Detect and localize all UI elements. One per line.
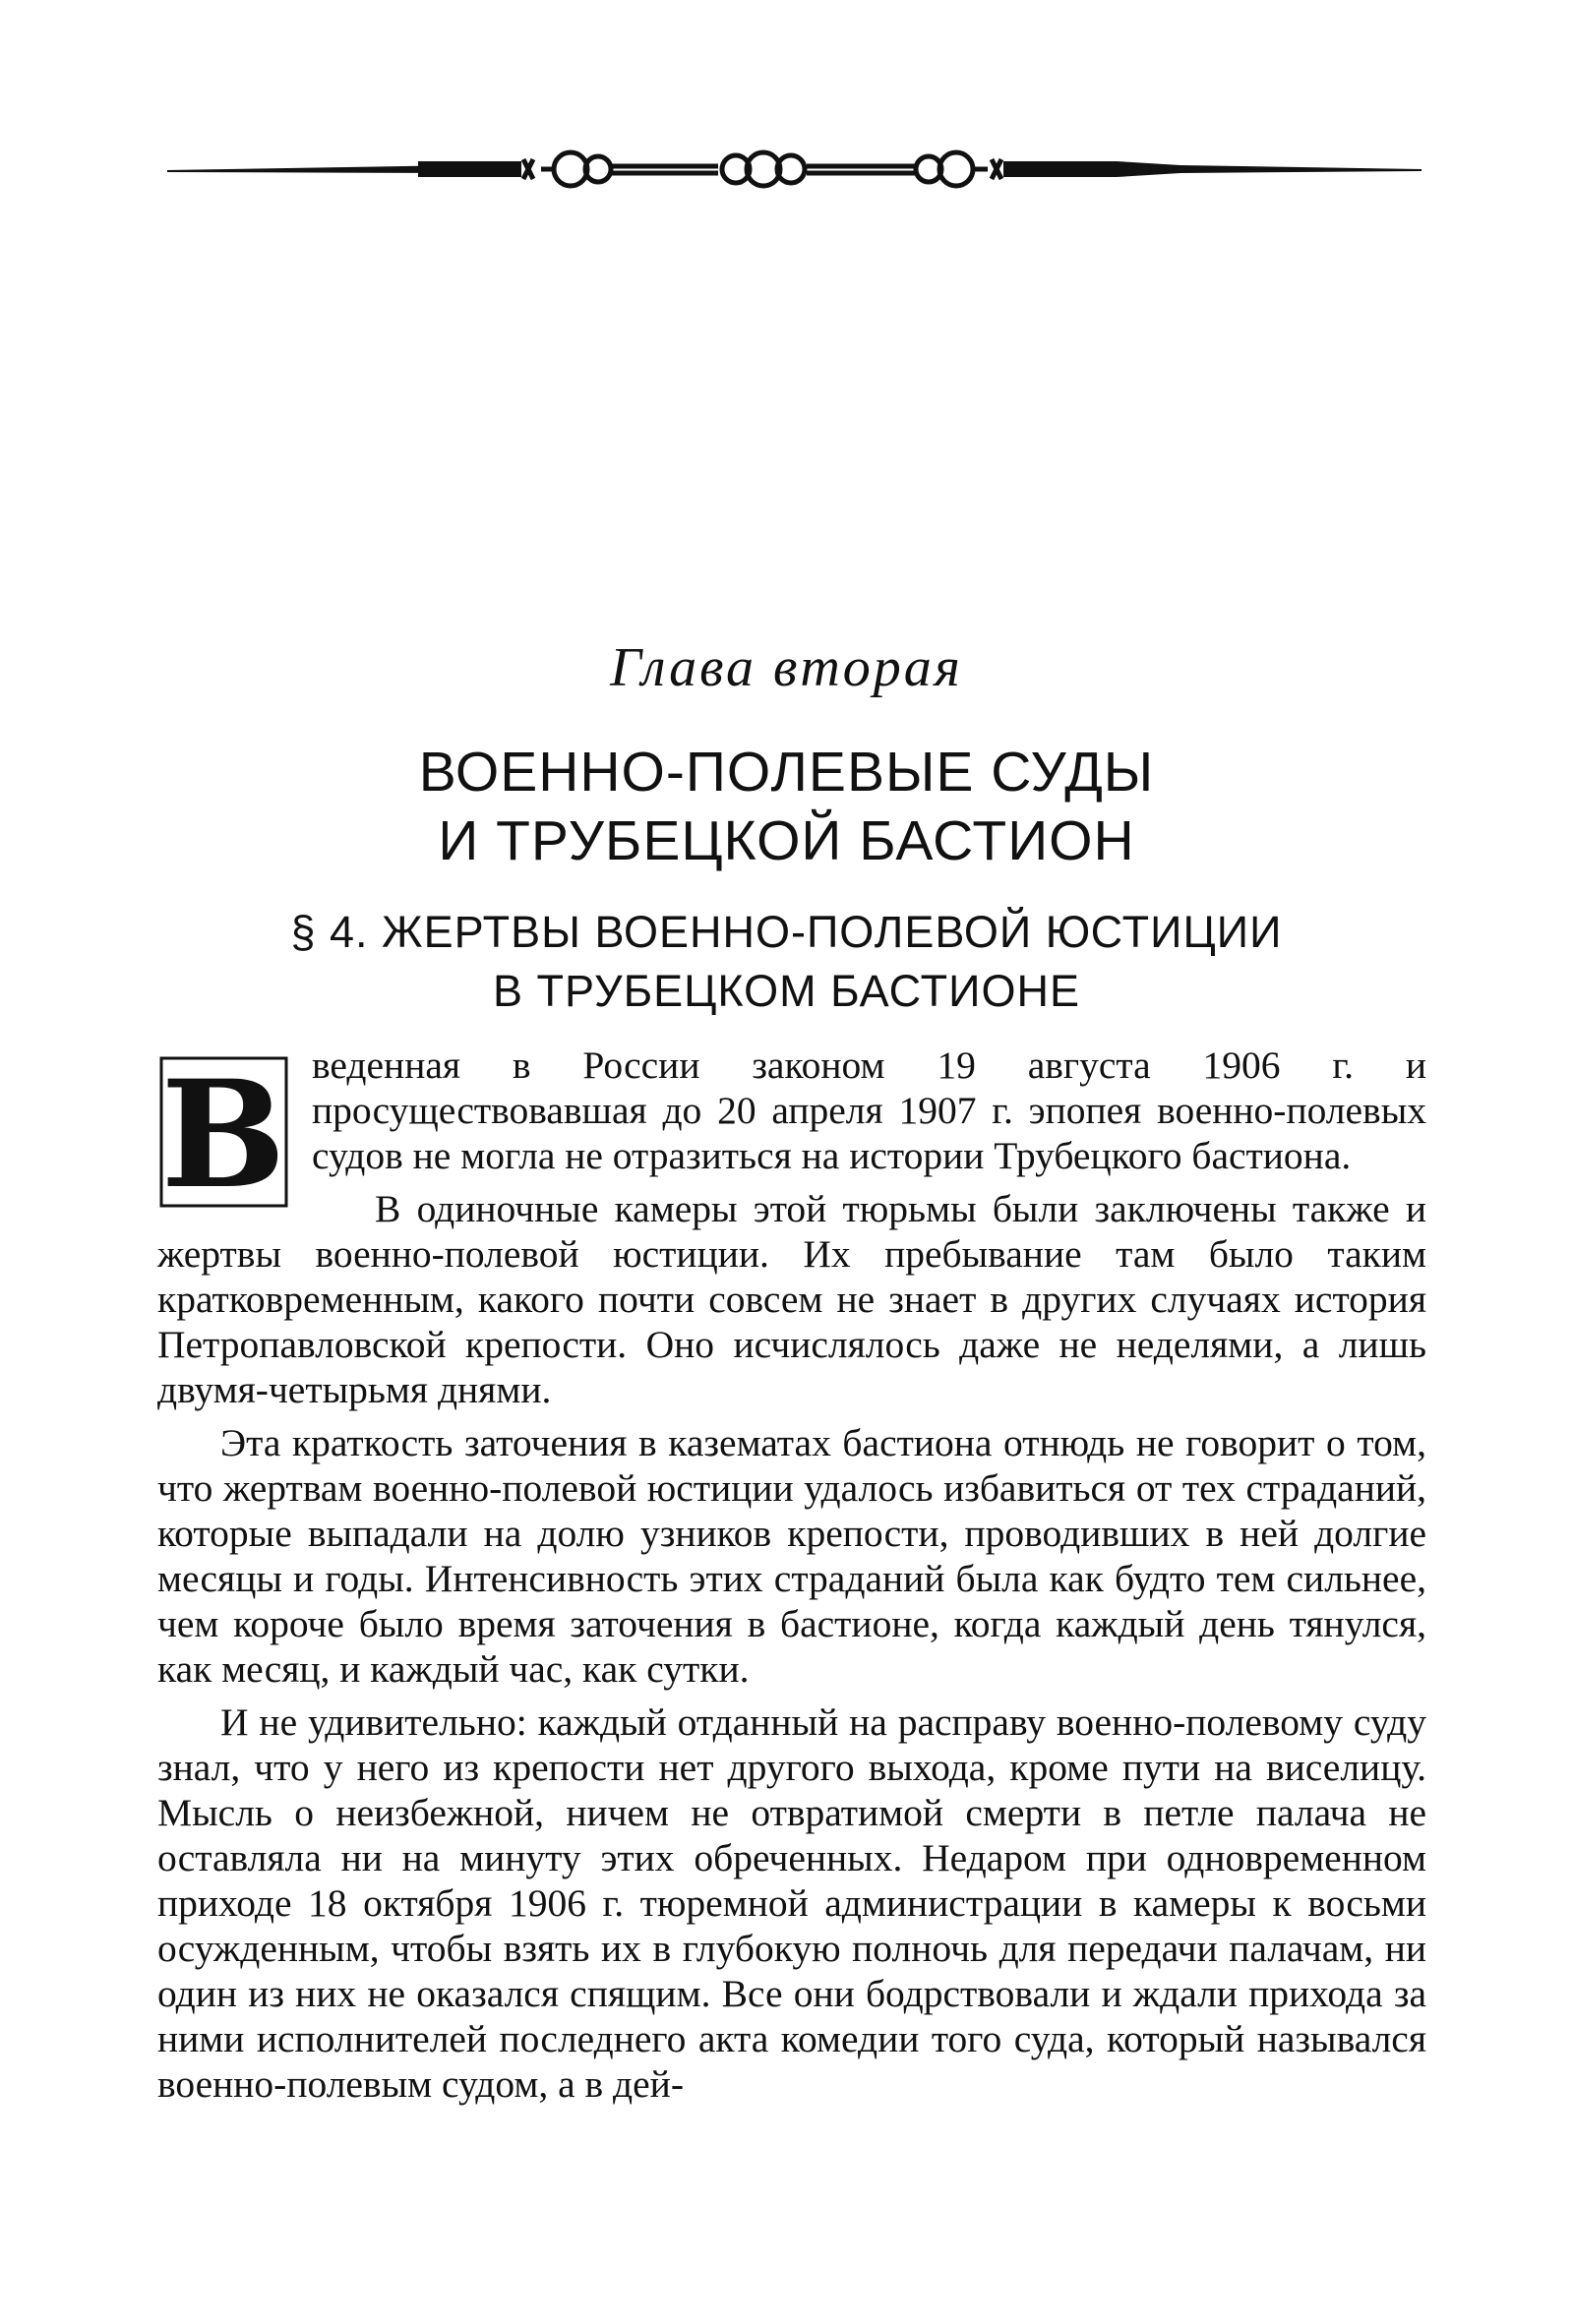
chapter-title-line-2: И ТРУБЕЦКОЙ БАСТИОН <box>438 809 1135 872</box>
header-ornament-icon <box>167 138 1422 201</box>
dropcap-letter: В <box>160 1054 286 1210</box>
chapter-title <box>0 738 1573 875</box>
paragraph-2: В одиночные камеры этой тюрьмы были заключены также и жертвы военно-полевой юстиции. Их пребывание там было таким кратковременным, какого почти совсем не знает в других случаях история Петропавловской крепости. Оно исчислялось даже не неделями, а лишь двумя-четырьмя днями. <box>157 1187 1426 1411</box>
paragraph-1-text: веденная в России законом 19 августа 1906 г. и просуществовавшая до 20 апреля 1907 г. эпопея военно-полевых судов не могла не отразиться на истории Трубецкого бастиона. <box>312 1043 1426 1177</box>
dropcap-letter-icon <box>157 1054 290 1210</box>
section-title-line-1: § 4. ЖЕРТВЫ ВОЕННО-ПОЛЕВОЙ ЮСТИЦИИ <box>290 907 1283 957</box>
section-title <box>0 903 1573 1021</box>
paragraph-1 <box>157 1043 1426 1210</box>
chapter-label: Глава вторая <box>610 637 963 698</box>
section-title-line-2: В ТРУБЕЦКОМ БАСТИОНЕ <box>492 966 1081 1016</box>
paragraph-3: Эта краткость заточения в казематах бастиона отнюдь не говорит о том, что жертвам военно-полевой юстиции удалось избавиться от тех страданий, которые выпадали на долю узников крепости, проводивших в ней долгие месяцы и годы. Интенсивность этих страданий была как будто тем сильнее, чем короче было время заточения в бастионе, когда каждый день тянулся, как месяц, и каждый час, как сутки. <box>157 1421 1426 1691</box>
chapter-title-line-1: ВОЕННО-ПОЛЕВЫЕ СУДЫ <box>418 741 1155 804</box>
body-text <box>157 1043 1426 2115</box>
paragraph-4: И не удивительно: каждый отданный на расправу военно-полевому суду знал, что у него из крепости нет другого выхода, кроме пути на виселицу. Мысль о неизбежной, ничем не отвратимой смерти в петле палача не оставляла ни на минуту этих обреченных. Недаром при одновременном приходе 18 октября 1906 г. тюремной администрации в камеры к восьми осужденным, чтобы взять их в глубокую полночь для передачи палачам, ни один из них не оказался спящим. Все они бодрствовали и ждали прихода за ними исполнителей последнего акта комедии того суда, который назывался военно-полевым судом, а в дей- <box>157 1700 1426 2106</box>
